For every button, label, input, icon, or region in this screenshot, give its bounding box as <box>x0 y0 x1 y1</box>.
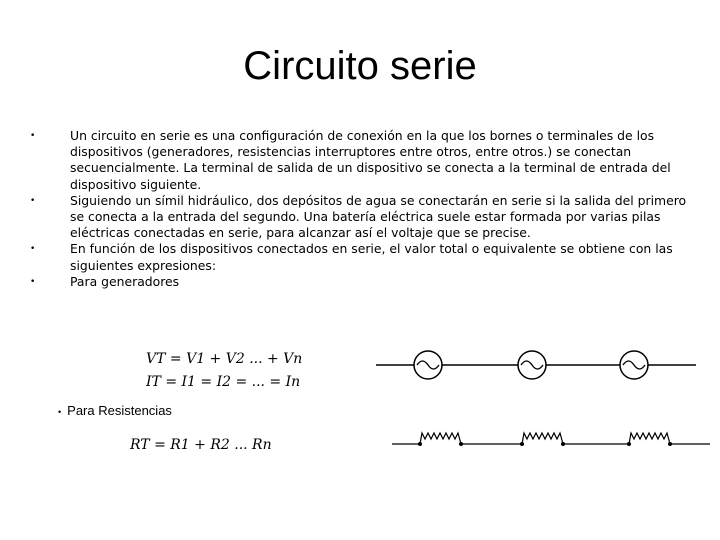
resistor-icon <box>420 433 461 444</box>
bullet-list <box>30 128 690 290</box>
bullet-item <box>30 274 690 290</box>
bullet-marker: • <box>58 407 62 417</box>
sub-bullet-text: Para Resistencias <box>67 403 172 418</box>
bullet-item <box>30 193 690 242</box>
generator-circuit-icon <box>376 345 696 385</box>
bullet-item <box>30 241 690 273</box>
bullet-marker: • <box>30 195 36 206</box>
current-formula: IT = I1 = I2 = ... = In <box>146 374 301 390</box>
resistance-formula: RT = R1 + R2 ... Rn <box>130 437 272 453</box>
bullet-text: Para generadores <box>70 273 180 289</box>
bullet-marker: • <box>30 131 36 141</box>
voltage-formula: VT = V1 + V2 ... + Vn <box>146 351 303 367</box>
bullet-text-body: es una configuración de conexión en la que los bornes o terminales de los dispositivos (generadores, resistencias interruptores entre otros, entre otros.) se conectan secuencialmente. La terminal de salida de un dispositivo se conecta a la terminal de entrada del dispositivo siguiente. <box>70 128 671 192</box>
bullet-marker: • <box>30 244 36 255</box>
node-dot <box>459 442 463 446</box>
bullet-marker: • <box>30 276 36 287</box>
resistor-icon <box>629 433 670 444</box>
ac-source-icon <box>414 351 442 379</box>
bullet-text-prefix: Un <box>70 128 91 143</box>
ac-source-icon <box>620 351 648 379</box>
node-dot <box>668 442 672 446</box>
node-dot <box>520 442 524 446</box>
resistor-icon <box>522 433 563 444</box>
bullet-text: En función de los dispositivos conectados en serie, el valor total o equivalente se obtiene con las siguientes expresiones: <box>70 241 673 273</box>
node-dot <box>561 442 565 446</box>
resistor-circuit-icon <box>392 425 712 455</box>
sub-bullet-item <box>58 403 172 418</box>
node-dot <box>418 442 422 446</box>
ac-source-icon <box>518 351 546 379</box>
bullet-text: Siguiendo un símil hidráulico, dos depósitos de agua se conectarán en serie si la salida del primero se conecta a la entrada del segundo. Una batería eléctrica suele estar formada por varias pilas eléctricas conectadas en serie, para alcanzar así el voltaje que se precise. <box>70 192 687 241</box>
bullet-text-emphasis: circuito en serie <box>90 128 191 143</box>
bullet-item <box>30 128 690 193</box>
slide-title: Circuito serie <box>243 44 477 88</box>
node-dot <box>627 442 631 446</box>
